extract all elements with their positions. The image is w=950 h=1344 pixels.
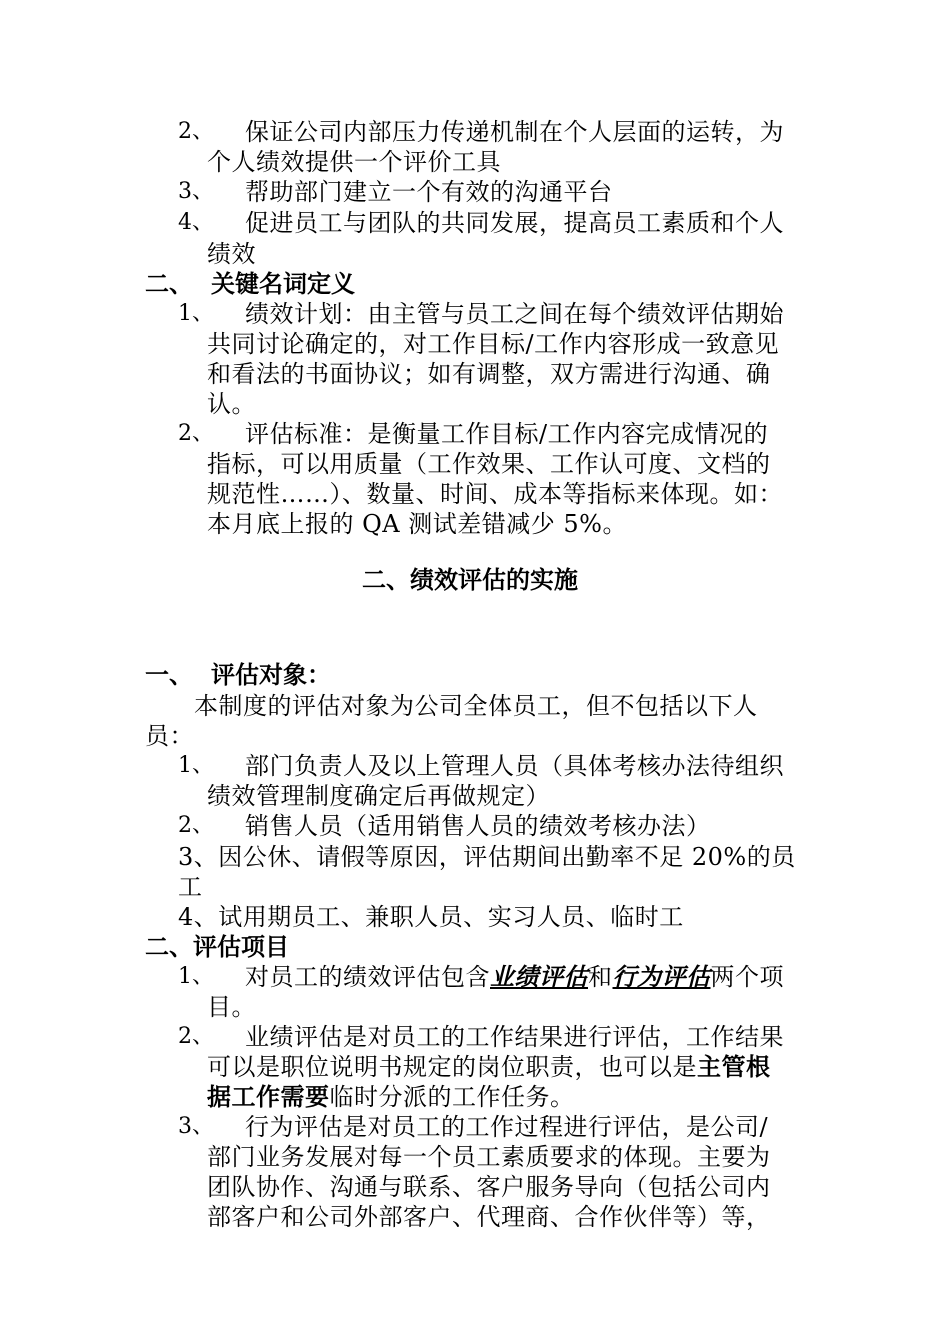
list-item-text (207, 1082, 575, 1112)
list-item-text: 帮助部门建立一个有效的沟通平台 (245, 178, 613, 206)
text-run: 两个项 (710, 963, 784, 991)
emphasis-term: 行为评估 (612, 962, 711, 991)
list-item-text: 销售人员（适用销售人员的绩效考核办法） (245, 812, 711, 840)
list-item-text: 保证公司内部压力传递机制在个人层面的运转，为 (245, 118, 784, 146)
list-item-text: 部门业务发展对每一个员工素质要求的体现。主要为 (207, 1143, 771, 1171)
list-item-text: 本月底上报的 QA 测试差错减少 5%。 (207, 510, 627, 538)
list-number: 3、 (178, 179, 214, 204)
list-number: 2、 (178, 119, 214, 144)
text-run: 对员工的绩效评估包含 (245, 963, 490, 991)
list-number: 1、 (178, 301, 214, 326)
list-item-text: 行为评估是对员工的工作过程进行评估，是公司/ (245, 1113, 769, 1141)
list-item-text: 4、试用期员工、兼职人员、实习人员、临时工 (178, 903, 684, 931)
list-item-text: 和看法的书面协议；如有调整，双方需进行沟通、确 (207, 360, 771, 388)
emphasis-term: 业绩评估 (490, 962, 588, 991)
list-item-text: 指标，可以用质量（工作效果、工作认可度、文档的 (207, 450, 771, 478)
list-item-text (207, 1052, 771, 1082)
list-item-text: 业绩评估是对员工的工作结果进行评估，工作结果 (245, 1023, 784, 1051)
text-run: 可以是职位说明书规定的岗位职责，也可以是 (207, 1053, 697, 1081)
bold-text: 据工作需要 (207, 1082, 330, 1111)
list-item-text: 规范性……）、数量、时间、成本等指标来体现。如： (207, 480, 783, 508)
list-item-text: 团队协作、沟通与联系、客户服务导向（包括公司内 (207, 1173, 771, 1201)
list-item-text: 个人绩效提供一个评价工具 (207, 148, 501, 176)
list-item-text: 促进员工与团队的共同发展，提高员工素质和个人 (245, 209, 784, 237)
list-item-text: 3、因公休、请假等原因，评估期间出勤率不足 20%的员 (178, 843, 796, 871)
paragraph-text: 员： (145, 722, 194, 750)
list-item-text: 评估标准：是衡量工作目标/工作内容完成情况的 (245, 420, 769, 448)
list-item-text: 目。 (207, 993, 256, 1021)
list-item-text (245, 962, 784, 992)
list-item-text: 共同讨论确定的，对工作目标/工作内容形成一致意见 (207, 330, 780, 358)
list-number: 1、 (178, 964, 214, 989)
list-number: 2、 (178, 813, 214, 838)
section-heading: 关键名词定义 (211, 270, 355, 298)
list-number: 2、 (178, 1024, 214, 1049)
list-item-text: 部客户和公司外部客户、代理商、合作伙伴等）等， (207, 1203, 771, 1231)
section-number: 二、 (145, 270, 193, 298)
list-item-text: 绩效管理制度确定后再做规定） (207, 782, 550, 810)
list-number: 3、 (178, 1114, 214, 1139)
list-item-text: 绩效计划：由主管与员工之间在每个绩效评估期始 (245, 300, 784, 328)
list-item-text: 绩效 (207, 240, 256, 268)
list-number: 2、 (178, 421, 214, 446)
chapter-title: 二、绩效评估的实施 (362, 566, 578, 594)
bold-text: 主管根 (697, 1052, 771, 1081)
list-number: 1、 (178, 753, 214, 778)
section-heading: 评估对象： (211, 661, 331, 689)
section-number: 一、 (145, 661, 193, 689)
text-run: 临时分派的工作任务。 (329, 1083, 575, 1111)
section-heading: 二、评估项目 (145, 933, 289, 961)
paragraph-text: 本制度的评估对象为公司全体员工，但不包括以下人 (194, 692, 758, 720)
text-run: 和 (588, 963, 613, 991)
list-item-text: 工 (178, 873, 203, 901)
list-number: 4、 (178, 210, 214, 235)
list-item-text: 部门负责人及以上管理人员（具体考核办法待组织 (245, 752, 784, 780)
list-item-text: 认。 (207, 390, 256, 418)
